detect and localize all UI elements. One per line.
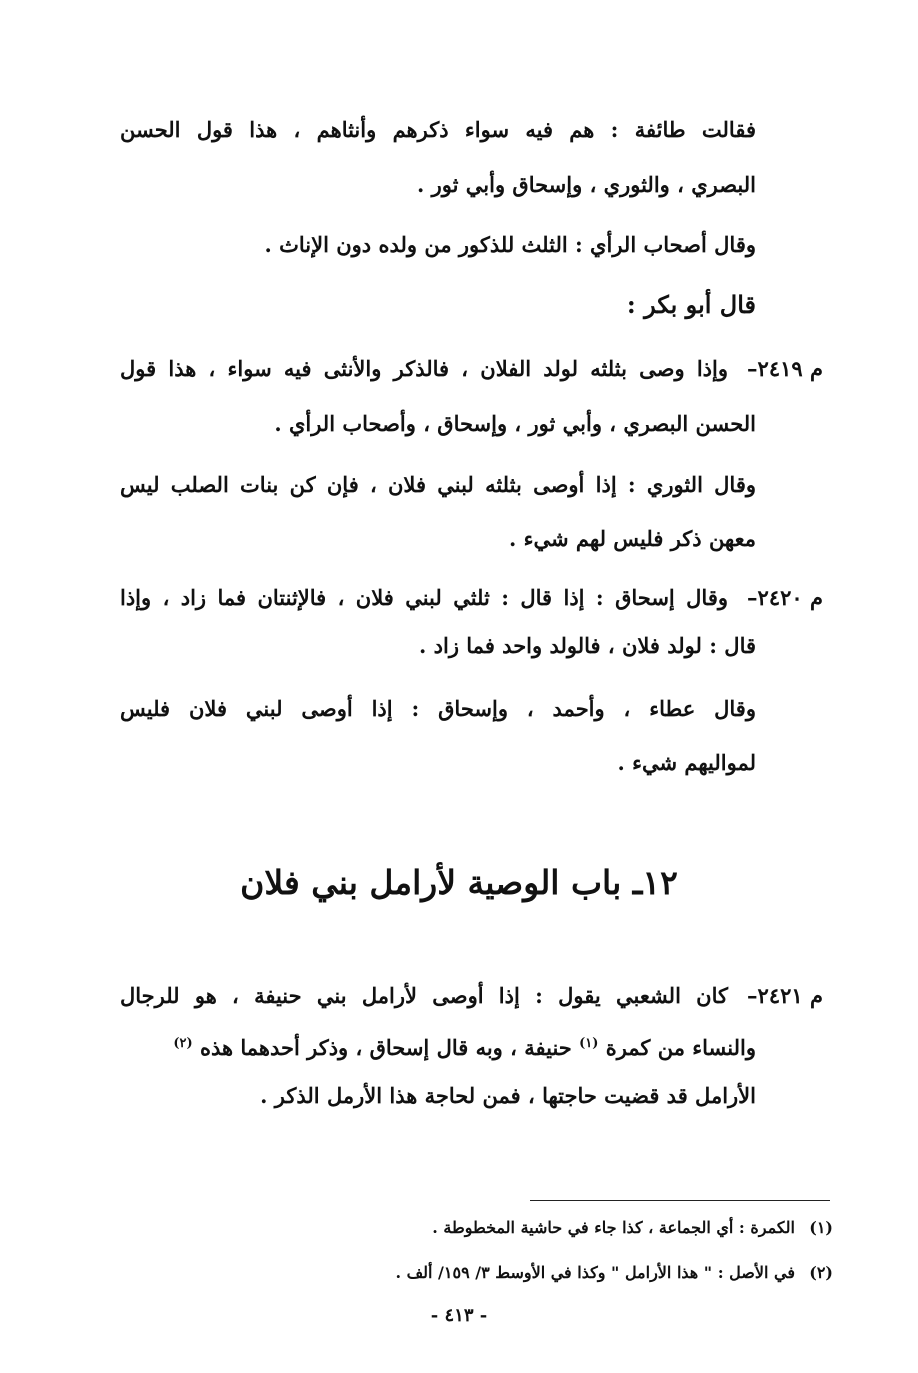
footnote-ref[interactable]: (٢) bbox=[173, 1036, 193, 1051]
paragraph-line: فقالت طائفة : هم فيه سواء ذكرهم وأنثاهم ، هذا قول الحسن bbox=[120, 117, 756, 142]
paragraph-line: كان الشعبي يقول : إذا أوصى لأرامل بني حنيفة ، هو للرجال bbox=[120, 983, 728, 1008]
paragraph-line-with-footnotes bbox=[173, 1032, 756, 1064]
footnote-mark: (١) bbox=[809, 1218, 833, 1237]
text-segment: والنساء من كمرة bbox=[605, 1035, 756, 1060]
subheading-abu-bakr: قال أبو بكر : bbox=[626, 290, 756, 319]
paragraph-line: قال : لولد فلان ، فالولد واحد فما زاد . bbox=[419, 633, 756, 658]
chapter-heading: ١٢ـ باب الوصية لأرامل بني فلان bbox=[240, 863, 678, 902]
paragraph-line: وقال أصحاب الرأي : الثلث للذكور من ولده دون الإناث . bbox=[264, 232, 756, 257]
footnote bbox=[432, 1215, 833, 1241]
paragraph-line: وإذا وصى بثلثه لولد الفلان ، فالذكر والأنثى فيه سواء ، هذا قول bbox=[120, 356, 728, 381]
text-segment: حنيفة ، وبه قال إسحاق ، وذكر أحدهما هذه bbox=[199, 1035, 572, 1060]
footnote bbox=[395, 1260, 833, 1286]
entry-number: م ٢٤٢٠– bbox=[747, 585, 823, 610]
footnote-divider bbox=[530, 1200, 830, 1201]
footnote-mark: (٢) bbox=[809, 1263, 833, 1282]
footnote-ref[interactable]: (١) bbox=[579, 1036, 599, 1051]
paragraph-line: وقال عطاء ، وأحمد ، وإسحاق : إذا أوصى لبني فلان فليس bbox=[120, 696, 756, 721]
paragraph-line: وقال إسحاق : إذا قال : ثلثي لبني فلان ، فالإثنتان فما زاد ، وإذا bbox=[120, 585, 728, 610]
paragraph-line: وقال الثوري : إذا أوصى بثلثه لبني فلان ، فإن كن بنات الصلب ليس bbox=[120, 472, 756, 497]
paragraph-line: لمواليهم شيء . bbox=[617, 750, 756, 775]
footnote-text: الكمرة : أي الجماعة ، كذا جاء في حاشية المخطوطة . bbox=[432, 1218, 795, 1237]
paragraph-line: معهن ذكر فليس لهم شيء . bbox=[509, 526, 756, 551]
page-number: - ٤١٣ - bbox=[430, 1305, 488, 1326]
paragraph-line: البصري ، والثوري ، وإسحاق وأبي ثور . bbox=[417, 172, 756, 197]
entry-number: م ٢٤١٩– bbox=[747, 356, 823, 381]
footnote-text: في الأصل : " هذا الأرامل " وكذا في الأوسط ٣/ ١٥٩/ ألف . bbox=[395, 1263, 795, 1282]
paragraph-line: الحسن البصري ، وأبي ثور ، وإسحاق ، وأصحاب الرأي . bbox=[274, 411, 756, 436]
entry-number: م ٢٤٢١– bbox=[747, 983, 823, 1008]
paragraph-line: الأرامل قد قضيت حاجتها ، فمن لحاجة هذا الأرمل الذكر . bbox=[260, 1083, 756, 1108]
